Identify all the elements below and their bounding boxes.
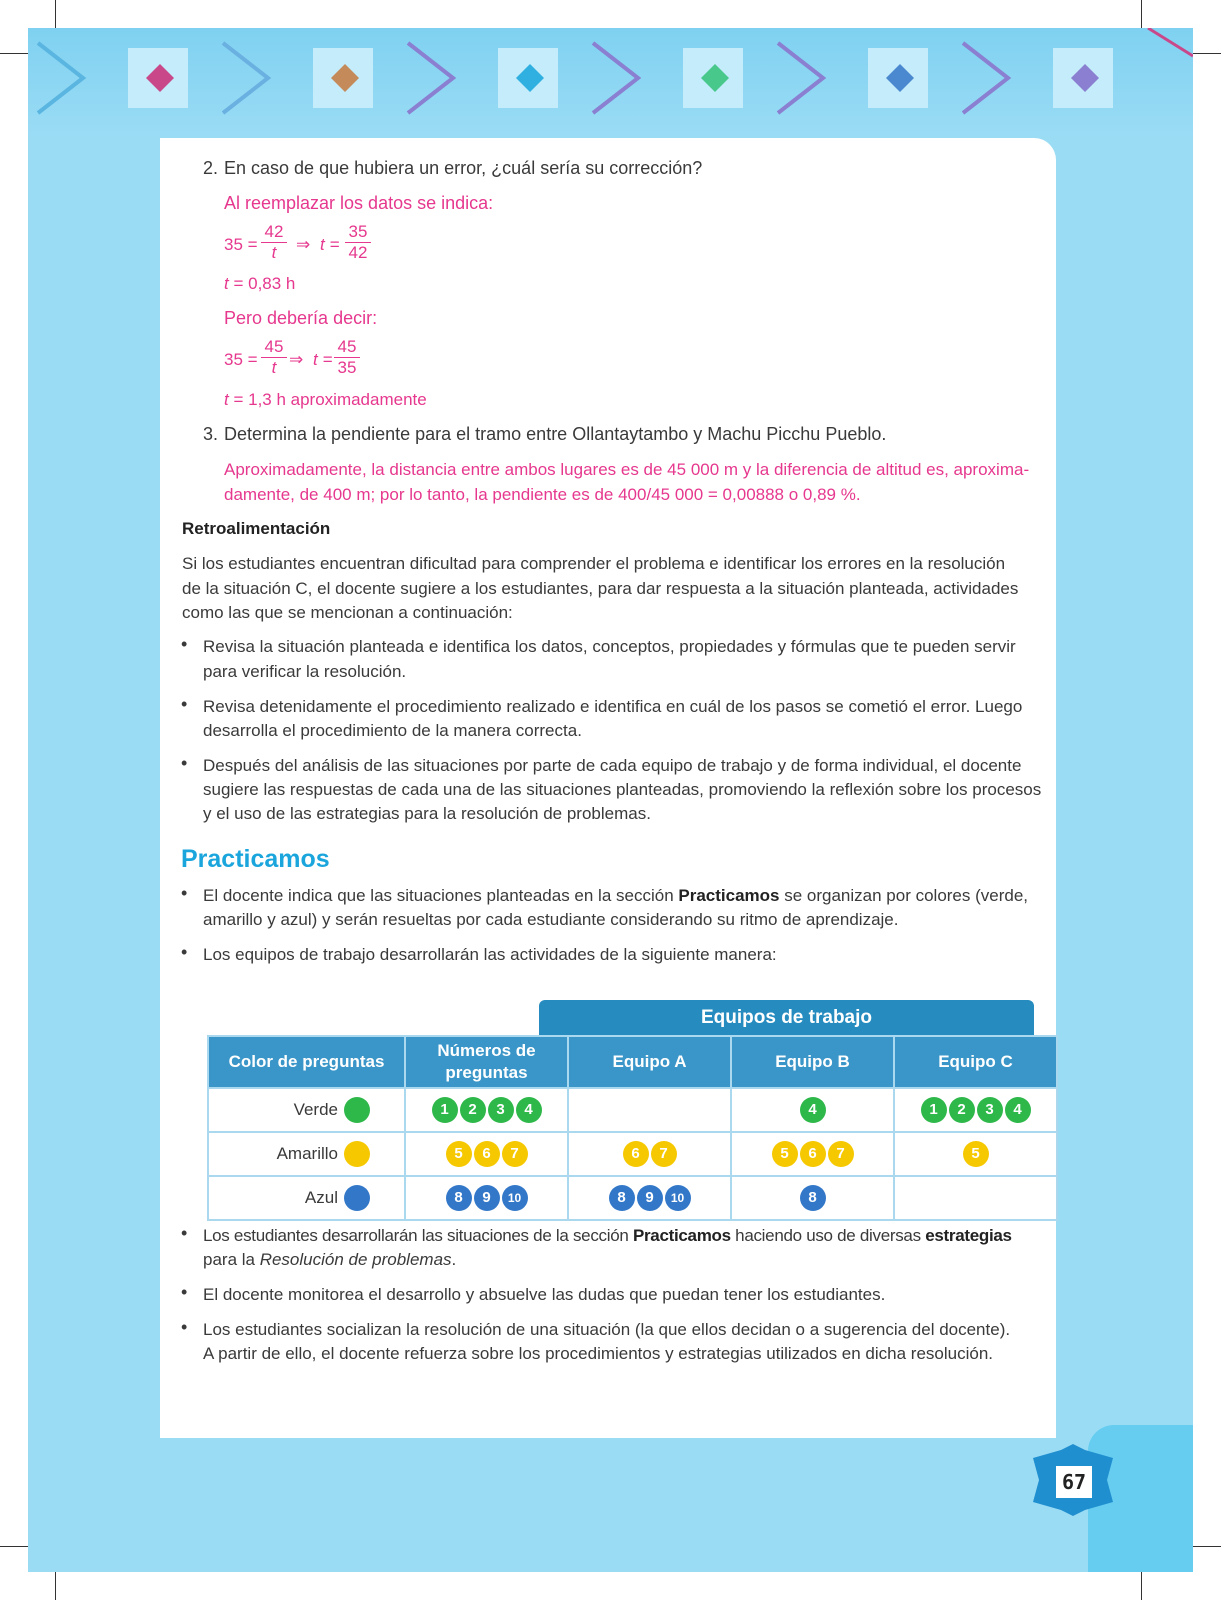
color-label: Verde [293, 1100, 338, 1119]
numbers-cell [405, 1176, 568, 1220]
feedback-bullet-3-line3: y el uso de las estrategias para la resolución de problemas. [203, 804, 651, 823]
feedback-bullet-3-line1: Después del análisis de las situaciones por parte de cada equipo de trabajo y de forma individual, el docente [203, 756, 1022, 775]
feedback-para-line3: como las que se mencionan a continuación: [182, 603, 513, 622]
question-number-badge: 6 [623, 1141, 649, 1167]
team-a-cell [568, 1088, 731, 1132]
question-number-badge: 9 [474, 1185, 500, 1211]
page-number: 67 [1056, 1466, 1092, 1498]
decorative-banner [28, 28, 1193, 138]
question-number-badge: 7 [828, 1141, 854, 1167]
header-team-c: Equipo C [894, 1036, 1057, 1088]
question-number-badge: 1 [432, 1097, 458, 1123]
practice-bullet-3-line1: Los estudiantes desarrollarán las situaciones de la sección Practicamos haciendo uso de diversas estrategias [203, 1226, 1012, 1245]
question-number-badge: 5 [446, 1141, 472, 1167]
question-number-badge: 8 [609, 1185, 635, 1211]
item-3-answer-line1: Aproximadamente, la distancia entre ambos lugares es de 45 000 m y la diferencia de altitud es, aproxima- [224, 460, 1030, 479]
teams-table [207, 1035, 1058, 1221]
feedback-bullet-2-line1: Revisa detenidamente el procedimiento realizado e identifica en cuál de los pasos se cometió el error. Luego [203, 697, 1023, 716]
question-number-badge: 2 [949, 1097, 975, 1123]
table-row [208, 1088, 1057, 1132]
question-number-badge: 6 [474, 1141, 500, 1167]
header-color: Color de preguntas [208, 1036, 405, 1088]
question-number-badge: 6 [800, 1141, 826, 1167]
question-number-badge: 2 [460, 1097, 486, 1123]
team-b-cell [731, 1176, 894, 1220]
implies-arrow-2: ⇒ [289, 350, 304, 369]
feedback-bullet-1-line1: Revisa la situación planteada e identifica los datos, conceptos, propiedades y fórmulas que te pueden servir [203, 637, 1016, 656]
eq2-left: 35 = [224, 350, 258, 369]
practice-bullet-4: El docente monitorea el desarrollo y absuelve las dudas que puedan tener los estudiantes. [203, 1285, 886, 1304]
item-3-answer-line2: damente, de 400 m; por lo tanto, la pendiente es de 400/45 000 = 0,00888 o 0,89 %. [224, 485, 861, 504]
question-number-badge: 8 [800, 1185, 826, 1211]
practice-bullet-2: Los equipos de trabajo desarrollarán las actividades de la siguiente manera: [203, 945, 777, 964]
color-label: Amarillo [276, 1144, 338, 1163]
eq1-fraction: $\frac{42}{t}$ [261, 222, 287, 263]
numbers-cell [405, 1088, 568, 1132]
teams-group-header: Equipos de trabajo [539, 1000, 1034, 1036]
question-number-badge: 4 [516, 1097, 542, 1123]
eq2-fraction-2: $\frac{45}{35}$ [334, 337, 360, 378]
item-2-question: En caso de que hubiera un error, ¿cuál sería su corrección? [224, 158, 703, 178]
item-3-number: 3. [203, 424, 219, 444]
bullet: • [181, 753, 188, 773]
feedback-para-line2: de la situación C, el docente sugiere a los estudiantes, para dar respuesta a la situación planteada, actividades [182, 579, 1019, 598]
team-c-cell [894, 1176, 1057, 1220]
color-dot [344, 1141, 370, 1167]
question-number-badge: 4 [800, 1097, 826, 1123]
question-number-badge: 3 [977, 1097, 1003, 1123]
item-2-number: 2. [203, 158, 219, 178]
team-c-cell [894, 1088, 1057, 1132]
bullet: • [181, 694, 188, 714]
team-a-cell [568, 1176, 731, 1220]
question-number-badge: 8 [446, 1185, 472, 1211]
bullet: • [181, 1317, 188, 1337]
practice-title: Practicamos [181, 845, 330, 873]
question-number-badge: 3 [488, 1097, 514, 1123]
item-2-intro: Al reemplazar los datos se indica: [224, 193, 494, 213]
question-number-badge: 1 [921, 1097, 947, 1123]
practice-bullet-5-line1: Los estudiantes socializan la resolución de una situación (la que ellos decidan o a sugerencia del docente). [203, 1320, 1011, 1339]
implies-arrow: ⇒ [296, 235, 311, 254]
eq2-result: t = 1,3 h aproximadamente [224, 390, 427, 409]
practice-bullet-1-line2: amarillo y azul) y serán resueltas por cada estudiante considerando su ritmo de aprendizaje. [203, 910, 899, 929]
bullet: • [181, 634, 188, 654]
header-team-b: Equipo B [731, 1036, 894, 1088]
practice-bullet-1-line1: El docente indica que las situaciones planteadas en la sección Practicamos se organizan por colores (verde, [203, 886, 1029, 905]
color-dot [344, 1185, 370, 1211]
team-b-cell [731, 1132, 894, 1176]
feedback-bullet-2-line2: desarrolla el procedimiento de la manera correcta. [203, 721, 582, 740]
color-cell [208, 1088, 405, 1132]
question-number-badge: 9 [637, 1185, 663, 1211]
eq1-mid: t = [320, 235, 340, 254]
eq1-fraction-2: $\frac{35}{42}$ [345, 222, 371, 263]
feedback-bullet-1-line2: para verificar la resolución. [203, 662, 407, 681]
bullet: • [181, 1282, 188, 1302]
color-cell [208, 1132, 405, 1176]
feedback-bullet-3-line2: sugiere las respuestas de cada una de las situaciones planteadas, promoviendo la reflexión sobre los procesos [203, 780, 1042, 799]
item-3-question: Determina la pendiente para el tramo entre Ollantaytambo y Machu Picchu Pueblo. [224, 424, 887, 444]
color-dot [344, 1097, 370, 1123]
header-numbers: Números de preguntas [405, 1036, 568, 1088]
color-cell [208, 1176, 405, 1220]
question-number-badge: 5 [963, 1141, 989, 1167]
practice-bullet-5-line2: A partir de ello, el docente refuerza sobre los procedimientos y estrategias utilizados en dicha resolución. [203, 1344, 993, 1363]
team-a-cell [568, 1132, 731, 1176]
question-number-badge: 10 [665, 1185, 691, 1211]
bullet: • [181, 1223, 188, 1243]
header-team-a: Equipo A [568, 1036, 731, 1088]
table-row [208, 1132, 1057, 1176]
question-number-badge: 7 [651, 1141, 677, 1167]
numbers-cell [405, 1132, 568, 1176]
eq2-fraction: $\frac{45}{t}$ [261, 337, 287, 378]
eq1-left: 35 = [224, 235, 258, 254]
question-number-badge: 4 [1005, 1097, 1031, 1123]
feedback-title: Retroalimentación [182, 519, 331, 538]
should-say: Pero debería decir: [224, 308, 378, 328]
color-label: Azul [304, 1188, 338, 1207]
team-c-cell [894, 1132, 1057, 1176]
question-number-badge: 5 [772, 1141, 798, 1167]
table-row [208, 1176, 1057, 1220]
eq1-result: t = 0,83 h [224, 274, 296, 293]
question-number-badge: 7 [502, 1141, 528, 1167]
question-number-badge: 10 [502, 1185, 528, 1211]
team-b-cell [731, 1088, 894, 1132]
bullet: • [181, 883, 188, 903]
practice-bullet-3-line2: para la Resolución de problemas. [203, 1250, 457, 1269]
bullet: • [181, 942, 188, 962]
feedback-para-line1: Si los estudiantes encuentran dificultad para comprender el problema e identificar los errores en la resolución [182, 554, 1006, 573]
eq2-mid: t = [313, 350, 333, 369]
